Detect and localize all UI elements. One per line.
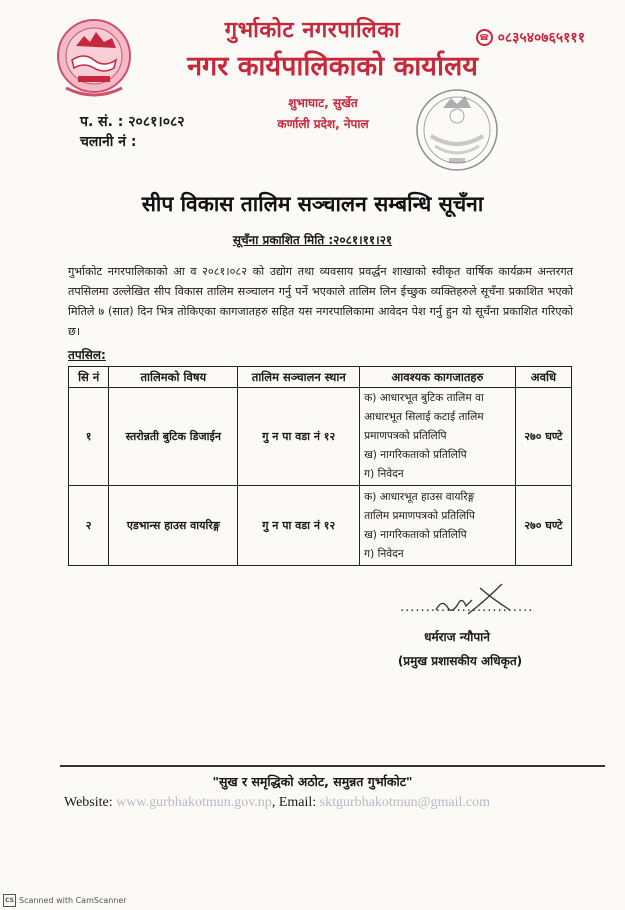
email-link[interactable]: sktgurbhakotmun@gmail.com bbox=[319, 795, 491, 810]
handwritten-signature bbox=[428, 580, 523, 620]
camscanner-icon: CS bbox=[3, 894, 16, 907]
header-duration: अवधि bbox=[515, 367, 571, 388]
table-header-row bbox=[69, 367, 572, 388]
row-location: गु न पा वडा नं १२ bbox=[238, 486, 360, 566]
signatory-designation: (प्रमुख प्रशासकीय अधिकृत) bbox=[397, 654, 523, 668]
address-line-1: शुभाघाट, सुर्खेत bbox=[288, 96, 358, 110]
signatory-name: धर्मराज न्यौपाने bbox=[424, 630, 490, 644]
signature-dots: .......................... bbox=[400, 600, 534, 615]
document-item: क) आधारभूत हाउस वायरिङ्ग bbox=[364, 490, 475, 503]
header-documents: आवश्यक कागजातहरु bbox=[360, 367, 516, 388]
document-item: तालिम प्रमाणपत्रको प्रतिलिपि bbox=[364, 509, 475, 522]
office-name: नगर कार्यपालिकाको कार्यालय bbox=[187, 51, 478, 82]
phone-number bbox=[476, 28, 585, 47]
dispatch-number: चलानी नं : bbox=[80, 134, 137, 150]
document-item: ग) निवेदन bbox=[364, 547, 404, 560]
notice-title: सीप विकास तालिम सञ्चालन सम्बन्धि सूचँना bbox=[141, 191, 484, 216]
reference-number: प. सं. : २०८१।०८२ bbox=[80, 114, 185, 130]
document-item: ग) निवेदन bbox=[364, 468, 404, 480]
details-label: तपसिल: bbox=[68, 348, 106, 362]
row-sn: १ bbox=[69, 388, 109, 486]
header-subject: तालिमको विषय bbox=[109, 367, 238, 388]
row-location: गु न पा वडा नं १२ bbox=[238, 388, 360, 486]
website-link[interactable]: www.gurbhakotmun.gov.np bbox=[116, 795, 272, 810]
phone-text: ०८३५४०७६५१११ bbox=[497, 30, 585, 46]
footer-divider bbox=[60, 765, 605, 767]
scanner-watermark bbox=[3, 894, 127, 907]
municipality-name: गुर्भाकोट नगरपालिका bbox=[224, 17, 401, 43]
published-date: सूचँना प्रकाशित मिति :२०८१।११।२१ bbox=[232, 233, 393, 247]
website-label: Website: bbox=[64, 795, 113, 810]
row-duration: २७० घण्टे bbox=[515, 388, 571, 486]
document-item: आधारभूत सिलाई कटाई तालिम bbox=[364, 411, 484, 423]
document-item: प्रमाणपत्रको प्रतिलिपि bbox=[364, 430, 447, 442]
scanner-text: Scanned with CamScanner bbox=[19, 896, 127, 905]
header-location: तालिम सञ्चालन स्थान bbox=[238, 367, 360, 388]
address-line-2: कर्णाली प्रदेश, नेपाल bbox=[277, 117, 369, 131]
document-item: क) आधारभूत बुटिक तालिम वा bbox=[364, 392, 484, 404]
phone-icon: ☎ bbox=[476, 29, 493, 46]
document-item: ख) नागरिकताको प्रतिलिपि bbox=[364, 449, 467, 461]
row-sn: २ bbox=[69, 486, 109, 566]
row-duration: २७० घण्टे bbox=[515, 486, 571, 566]
header-sn: सि नं bbox=[69, 367, 109, 388]
row-documents bbox=[360, 486, 516, 566]
table-row bbox=[69, 388, 572, 486]
footer-motto: "सुख र समृद्धिको अठोट, समुन्नत गुर्भाकोट" bbox=[212, 774, 413, 789]
row-subject: एडभान्स हाउस वायरिङ्ग bbox=[109, 486, 238, 566]
official-stamp bbox=[413, 86, 501, 174]
footer-contact bbox=[64, 795, 490, 811]
row-subject: स्तरोन्नती बुटिक डिजाईन bbox=[109, 388, 238, 486]
email-label: , Email: bbox=[271, 795, 317, 810]
table-row bbox=[69, 486, 572, 566]
document-item: ख) नागरिकताको प्रतिलिपि bbox=[364, 528, 467, 541]
notice-body: गुर्भाकोट नगरपालिकाको आ व २०८१।०८२ को उद्योग तथा व्यवसाय प्रवर्द्धन शाखाको स्वीकृत वार्षिक कार्यक्रम अन्तरगत तपसिलमा उल्लेखित सीप विकास तालिम सञ्चालन गर्नु पर्ने भएकाले तालिम लिन ईच्छुक व्यक्तिहरुले सूचँना प्रकाशित भएको मितिले ७ (सात) दिन भित्र तोकिएका कागजातहरु सहित यस नगरपालिकामा आवेदन पेश गर्नु हुन यो सूचँना प्रकाशित गरिएको छ। bbox=[68, 265, 573, 338]
training-table bbox=[68, 366, 572, 566]
row-documents bbox=[360, 388, 516, 486]
